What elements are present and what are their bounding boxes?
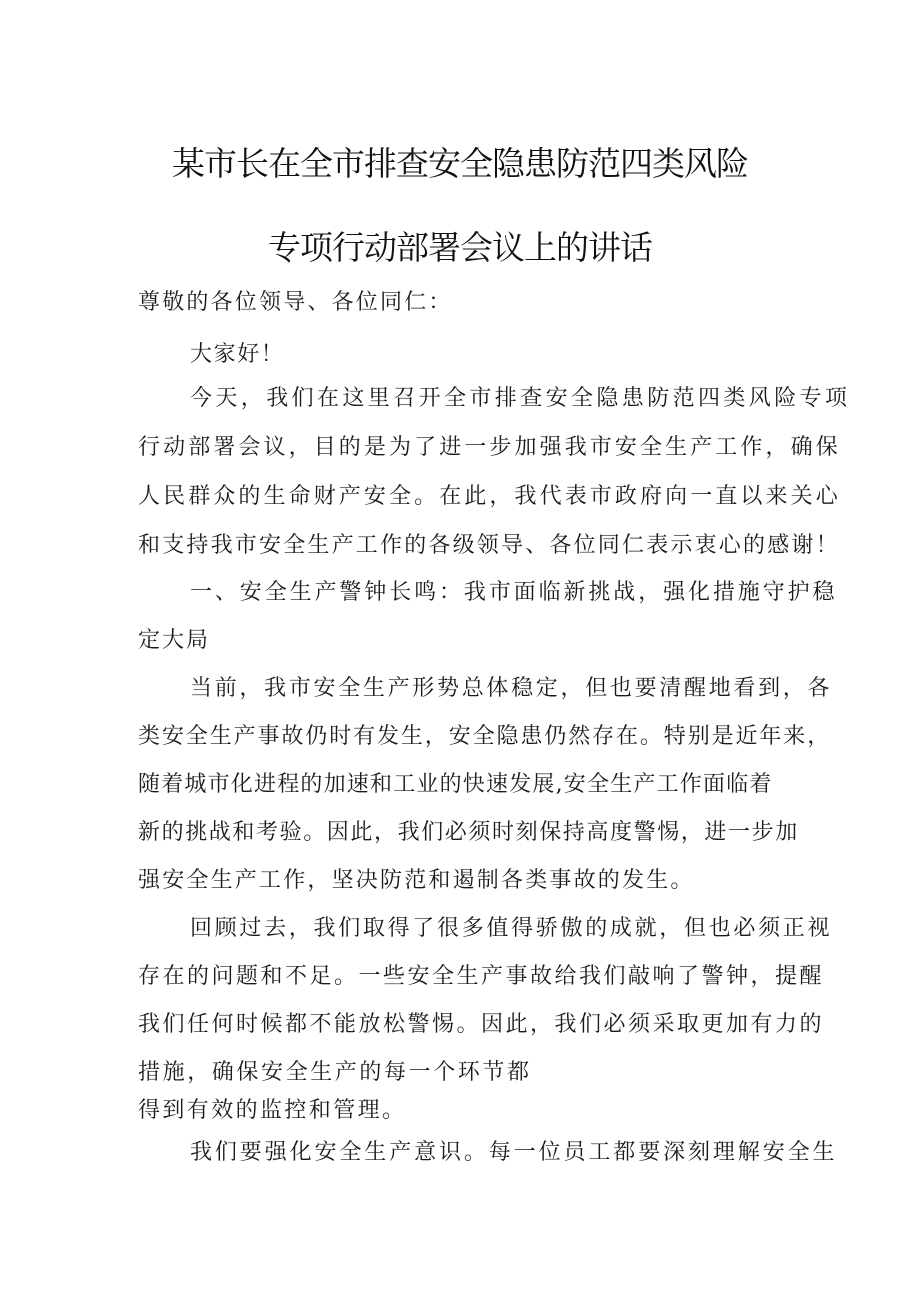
greeting-line: 尊敬的各位领导、各位同仁： xyxy=(138,290,453,315)
paragraph-line: 今天，我们在这里召开全市排查安全隐患防范四类风险专项 xyxy=(190,386,851,411)
paragraph-line: 类安全生产事故仍时有发生，安全隐患仍然存在。特别是近年来， xyxy=(138,724,832,749)
paragraph-line: 我们任何时候都不能放松警惕。因此，我们必须采取更加有力的 xyxy=(138,1012,825,1037)
paragraph-line: 人民群众的生命财产安全。在此，我代表市政府向一直以来关心 xyxy=(138,484,841,509)
paragraph-line: 回顾过去，我们取得了很多值得骄傲的成就，但也必须正视 xyxy=(190,916,833,941)
paragraph-line: 我们要强化安全生产意识。每一位员工都要深刻理解安全生 xyxy=(190,1140,838,1165)
paragraph-line: 行动部署会议，目的是为了进一步加强我市安全生产工作，确保 xyxy=(138,435,841,460)
paragraph-line: 存在的问题和不足。一些安全生产事故给我们敲响了警钟，提醒 xyxy=(138,964,825,989)
heading-line: 一、安全生产警钟长鸣：我市面临新挑战，强化措施守护稳 xyxy=(190,580,838,605)
hello-line: 大家好！ xyxy=(190,342,285,367)
document-title-line-1: 某市长在全市排查安全隐患防范四类风险 xyxy=(172,144,748,183)
paragraph-line: 措施，确保安全生产的每一个环节都 xyxy=(138,1060,532,1085)
heading-line: 定大局 xyxy=(138,628,211,653)
paragraph-line: 得到有效的监控和管理。 xyxy=(138,1098,407,1123)
document-title-line-2: 专项行动部署会议上的讲话 xyxy=(268,228,652,267)
paragraph-line: 新的挑战和考验。因此，我们必须时刻保持高度警惕，进一步加 xyxy=(138,820,799,845)
paragraph-line: 强安全生产工作，坚决防范和遏制各类事故的发生。 xyxy=(138,868,695,893)
paragraph-line: 和支持我市安全生产工作的各级领导、各位同仁表示衷心的感谢！ xyxy=(138,533,840,558)
paragraph-line: 随着城市化进程的加速和工业的快速发展,安全生产工作面临着 xyxy=(138,772,773,797)
paragraph-line: 当前，我市安全生产形势总体稳定，但也要清醒地看到，各 xyxy=(190,676,833,701)
